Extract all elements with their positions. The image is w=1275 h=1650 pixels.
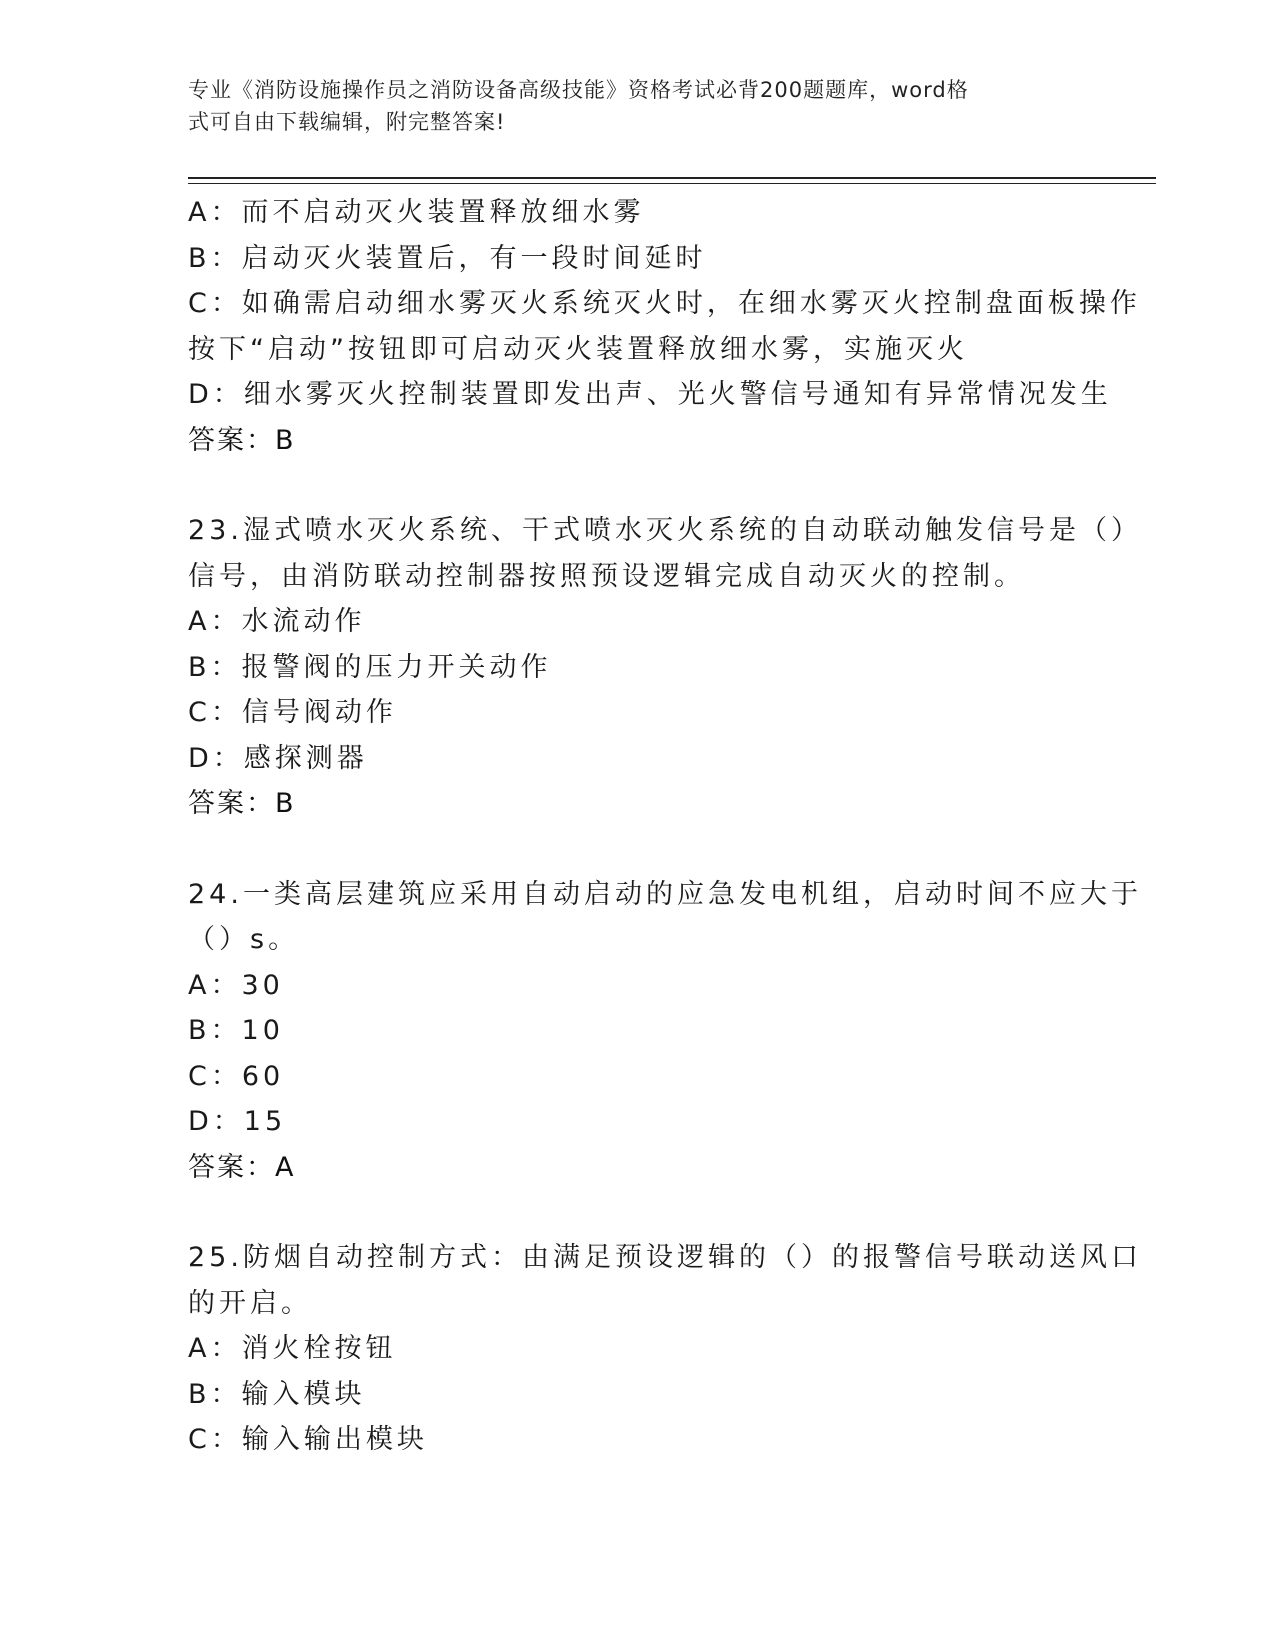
- option-d: D：感探测器: [188, 742, 368, 774]
- option-b: B：启动灭火装置后，有一段时间延时: [188, 242, 707, 274]
- header-divider-thick: [188, 177, 1156, 179]
- header-divider-thin: [188, 183, 1156, 184]
- option-a: A：30: [188, 969, 284, 1001]
- answer: 答案：A: [188, 1151, 296, 1183]
- option-a: A：水流动作: [188, 606, 366, 637]
- option-a: A：消火栓按钮: [188, 1333, 397, 1364]
- spacer: [188, 827, 1088, 872]
- question-stem-continued: 信号，由消防联动控制器按照预设逻辑完成自动灭火的控制。: [188, 560, 1025, 592]
- question-24: [188, 872, 1142, 1191]
- answer: 答案：B: [188, 788, 296, 819]
- question-25: [188, 1235, 1142, 1463]
- option-c-continued: 按下“启动”按钮即可启动灭火装置释放细水雾，实施灭火: [188, 333, 968, 365]
- question-22: [188, 190, 1141, 463]
- spacer: [188, 1190, 1088, 1235]
- option-a: A：而不启动灭火装置释放细水雾: [188, 197, 645, 228]
- answer: 答案：B: [188, 424, 296, 456]
- option-c: C：如确需启动细水雾灭火系统灭火时，在细水雾灭火控制盘面板操作: [188, 288, 1141, 319]
- header-line-2: 式可自由下载编辑，附完整答案!: [188, 110, 506, 134]
- option-d: D：细水雾灭火控制装置即发出声、光火警信号通知有异常情况发生: [188, 379, 1112, 410]
- spacer: [188, 463, 1088, 508]
- question-stem: 23.湿式喷水灭火系统、干式喷水灭火系统的自动联动触发信号是（）: [188, 515, 1142, 546]
- option-c: C：输入输出模块: [188, 1424, 428, 1455]
- option-c: C：60: [188, 1060, 285, 1092]
- option-b: B：10: [188, 1015, 284, 1046]
- document-header: [188, 74, 1068, 138]
- question-stem-continued: （）s。: [188, 924, 300, 955]
- question-stem: 25.防烟自动控制方式：由满足预设逻辑的（）的报警信号联动送风口: [188, 1242, 1142, 1273]
- option-b: B：报警阀的压力开关动作: [188, 651, 552, 683]
- header-line-1: 专业《消防设施操作员之消防设备高级技能》资格考试必背200题题库，word格: [188, 78, 969, 102]
- option-c: C：信号阀动作: [188, 697, 397, 728]
- question-list: [188, 190, 1142, 1463]
- option-d: D：15: [188, 1106, 287, 1137]
- question-stem: 24.一类高层建筑应采用自动启动的应急发电机组，启动时间不应大于: [188, 878, 1142, 910]
- question-stem-continued: 的开启。: [188, 1287, 312, 1319]
- question-23: [188, 508, 1142, 827]
- option-b: B：输入模块: [188, 1378, 366, 1410]
